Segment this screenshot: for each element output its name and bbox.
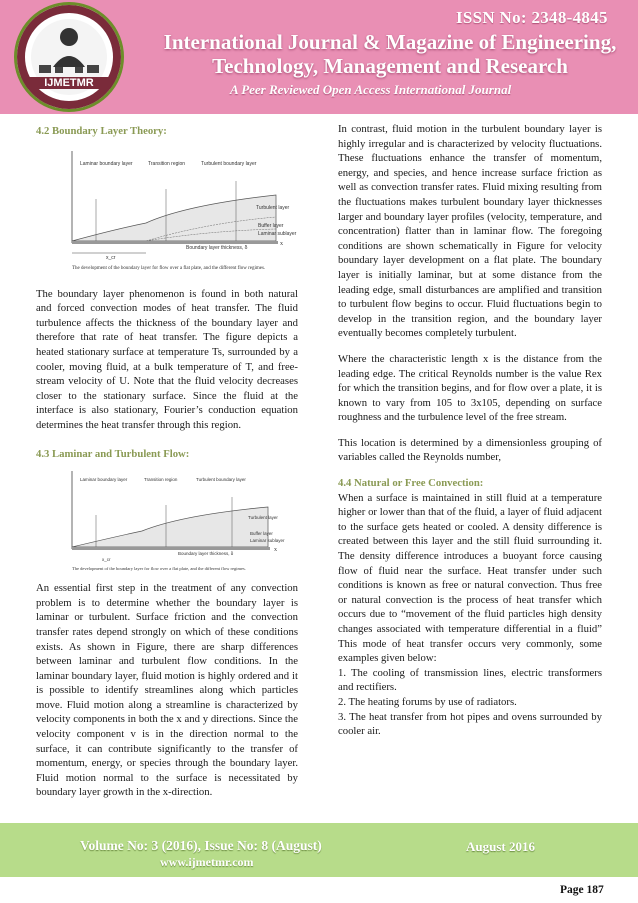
journal-subtitle: A Peer Reviewed Open Access International Journal — [230, 82, 512, 97]
section-heading-4-2: 4.2 Boundary Layer Theory: — [36, 125, 167, 137]
list-item-3: 3. The heat transfer from hot pipes and ovens surrounded by cooler air. — [338, 710, 602, 738]
logo-emblem-icon — [17, 5, 121, 109]
boundary-layer-figure-1 — [36, 145, 298, 273]
paragraph-reynolds-critical: Where the characteristic length x is the distance from the leading edge. The critical Reynolds number is the value Rex for which the transition begins, and for flow over a plate, it is known to vary from 105 to 3x105, depending on surface roughness and the turbulence level of the free stream. — [338, 352, 602, 424]
paragraph-natural-convection: When a surface is maintained in still fluid at a temperature higher or lower than that of the fluid, a layer of fluid adjacent to the surface gets heated or cooled. A density difference is created between this layer and the still fluid surrounding it. The density difference introduces a buoyant force causing flow of fluid near the surface. Heat transfer under such conditions is known as free or natural convection. Thus free or natural convection is the process of heat transfer which occurs due to “movement of the fluid particles high density changes associated with temperature differential in a fluid” This mode of heat transfer occurs very commonly, some examples given below: — [338, 491, 602, 665]
paragraph-boundary-layer: The boundary layer phenomenon is found in both natural and forced convection modes of heat transfer. The fluid turbulence affects the thickness of the boundary layer and therefore that rate of heat transfer. The figure depicts a heated stationary surface at temperature Ts, surrounded by a cooler, moving fluid, at a bulk temperature of T, and free-stream velocity of U. Note that the fluid velocity decreases closer to the stationary surface. Since the fluid at the interface is also stationary, Fourier’s conduction equation determines the heat transfer through this region. — [36, 287, 298, 431]
section-heading-4-4: 4.4 Natural or Free Convection: — [338, 477, 484, 490]
fig1-label-transition: Transition region — [148, 160, 186, 167]
paragraph-turbulent-contrast: In contrast, fluid motion in the turbulent boundary layer is highly irregular and is characterized by velocity fluctuations. These fluctuations enhance the transfer of momentum, energy, and species, and hence increase surface friction as well as convection transfer rates. Fluid mixing resulting from the fluctuations makes turbulent boundary layer thicknesses larger and boundary layer profiles (velocity, temperature, and concentration) flatter than in laminar flow. The foregoing conditions are shown schematically in Figure for velocity boundary layer development on a flat plate. The boundary layer is initially laminar, but at some distance from the leading edge, small disturbances are amplified and transition to turbulent flow begins to occur. Fluid fluctuations begin to develop in the transition region, and the boundary layer eventually becomes completely turbulent. — [338, 123, 602, 340]
list-item-1: 1. The cooling of transmission lines, electric transformers and rectifiers. — [338, 666, 602, 694]
fig2-label-laminar: Laminar boundary layer — [80, 477, 128, 483]
fig2-label-buffer: Buffer layer — [250, 531, 273, 537]
journal-title-line-1: International Journal & Magazine of Engineering, — [163, 30, 617, 54]
fig1-label-turb-layer: Turbulent layer — [256, 204, 290, 211]
fig2-label-sublayer: Laminar sublayer — [250, 538, 285, 544]
page-number: Page 187 — [560, 884, 604, 896]
boundary-layer-figure-2 — [36, 469, 298, 573]
issn-number: ISSN No: 2348-4845 — [456, 8, 608, 27]
journal-title-line-2: Technology, Management and Research — [212, 54, 568, 78]
logo-wordmark: IJMETMR — [17, 77, 121, 89]
journal-title — [150, 30, 630, 78]
footer-volume: Volume No: 3 (2016), Issue No: 8 (August) — [80, 838, 322, 853]
right-column — [338, 122, 602, 739]
fig2-label-thickness: Boundary layer thickness, δ — [178, 551, 234, 557]
journal-header — [0, 0, 638, 114]
left-column — [36, 124, 298, 800]
section-heading-4-3: 4.3 Laminar and Turbulent Flow: — [36, 447, 190, 460]
fig1-label-laminar: Laminar boundary layer — [80, 160, 133, 167]
fig1-label-sublayer: Laminar sublayer — [258, 230, 297, 237]
paragraph-laminar-turbulent: An essential first step in the treatment of any convection problem is to determine whether the boundary layer is laminar or turbulent. Surface friction and the convection transfer rates depend strongly on which of these conditions exists. As shown in Figure, there are sharp differences between laminar and turbulent flow conditions. In the laminar boundary layer, fluid motion is highly ordered and it is possible to identify streamlines along which particles move. Fluid motion along a streamline is characterized by velocity components in both the x and y directions. Since the velocity component v is in the direction normal to the surface, it can contribute significantly to the transfer of momentum, energy, or species through the boundary layer. Fluid motion normal to the surface is necessitated by boundary layer growth in the x-direction. — [36, 582, 298, 799]
list-item-2: 2. The heating forums by use of radiators. — [338, 695, 517, 708]
fig2-label-xcr: x_cr — [102, 557, 111, 563]
fig2-caption: The development of the boundary layer for flow over a flat plate, and the different flow regimes. — [72, 566, 246, 572]
fig1-label-x: x — [280, 240, 283, 247]
paragraph-reynolds-number: This location is determined by a dimensionless grouping of variables called the Reynolds number, — [338, 436, 602, 464]
footer-website-link[interactable]: www.ijmetmr.com — [160, 855, 254, 869]
footer-date: August 2016 — [466, 839, 535, 854]
fig2-label-turbulent: Turbulent boundary layer — [196, 477, 246, 483]
fig1-label-xcr: x_cr — [106, 254, 116, 261]
fig1-label-buffer: Buffer layer — [258, 222, 284, 229]
fig2-label-x: x — [274, 547, 277, 554]
journal-logo — [14, 2, 124, 112]
fig1-caption: The development of the boundary layer for flow over a flat plate, and the different flow regimes. — [72, 265, 266, 271]
fig2-label-transition: Transition region — [144, 477, 178, 483]
fig1-label-turbulent: Turbulent boundary layer — [201, 160, 257, 167]
fig1-label-thickness: Boundary layer thickness, δ — [186, 244, 248, 251]
fig2-label-turb-layer: Turbulent layer — [248, 515, 278, 521]
